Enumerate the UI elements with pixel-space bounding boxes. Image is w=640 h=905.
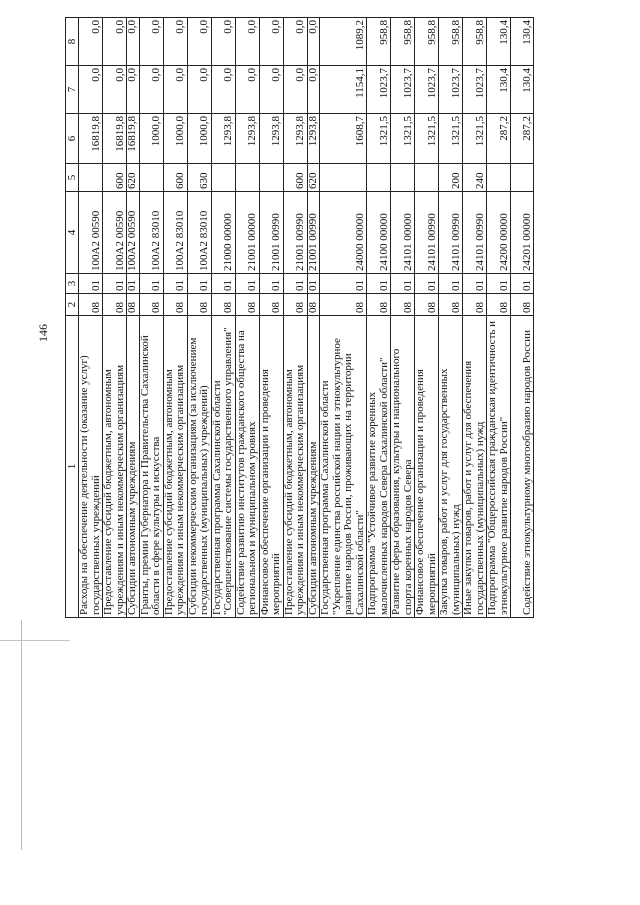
target-article-cell: 100А2 00590 [103, 192, 127, 274]
amount-cell: 1293,8 [259, 114, 283, 164]
table-row [307, 18, 320, 618]
amount-cell: 130,4 [511, 18, 534, 66]
section-code-cell: 08 [463, 294, 487, 316]
amount-cell: 1321,5 [463, 114, 487, 164]
expense-type-cell [139, 164, 163, 192]
subsection-code-cell: 01 [415, 274, 439, 294]
target-article-cell: 100А2 83010 [187, 192, 211, 274]
subsection-code-cell: 01 [163, 274, 187, 294]
amount-cell: 1000,0 [139, 114, 163, 164]
column-header: 6 [66, 114, 79, 164]
target-article-cell: 24101 00990 [463, 192, 487, 274]
subsection-code-cell: 01 [79, 274, 103, 294]
page-number: 146 [36, 324, 50, 342]
subsection-code-cell: 01 [259, 274, 283, 294]
amount-cell: 16819,8 [127, 114, 140, 164]
row-name-cell: Финансовое обеспечение организации и проведения мероприятий [259, 316, 283, 618]
amount-cell: 0,0 [283, 66, 307, 114]
amount-cell: 1321,5 [415, 114, 439, 164]
subsection-code-cell: 01 [307, 274, 320, 294]
table-row [439, 18, 463, 618]
expense-type-cell [235, 164, 259, 192]
table-row [79, 18, 103, 618]
subsection-code-cell: 01 [211, 274, 235, 294]
amount-cell: 0,0 [163, 18, 187, 66]
table-row [463, 18, 487, 618]
section-code-cell: 08 [283, 294, 307, 316]
subsection-code-cell: 01 [283, 274, 307, 294]
table-row [259, 18, 283, 618]
amount-cell: 16819,8 [103, 114, 127, 164]
target-article-cell: 21001 00990 [259, 192, 283, 274]
amount-cell: 0,0 [307, 18, 320, 66]
amount-cell: 0,0 [187, 18, 211, 66]
row-name-cell: Гранты, премии Губернатора и Правительства Сахалинской области в сфере культуры и искусства [139, 316, 163, 618]
amount-cell: 1089,2 [320, 18, 367, 66]
amount-cell: 958,8 [367, 18, 391, 66]
table-row [283, 18, 307, 618]
target-article-cell: 21001 00990 [307, 192, 320, 274]
column-header: 7 [66, 66, 79, 114]
column-header: 4 [66, 192, 79, 274]
subsection-code-cell: 01 [367, 274, 391, 294]
table-row [187, 18, 211, 618]
section-code-cell: 08 [259, 294, 283, 316]
table-row [139, 18, 163, 618]
row-name-cell: Предоставление субсидий бюджетным, автономным учреждениям и иным некоммерческим организациям [103, 316, 127, 618]
subsection-code-cell: 01 [463, 274, 487, 294]
expense-type-cell [367, 164, 391, 192]
amount-cell: 0,0 [235, 66, 259, 114]
amount-cell: 287,2 [511, 114, 534, 164]
amount-cell: 0,0 [259, 66, 283, 114]
subsection-code-cell: 01 [511, 274, 534, 294]
subsection-code-cell: 01 [235, 274, 259, 294]
amount-cell: 130,4 [487, 18, 511, 66]
expense-type-cell: 600 [103, 164, 127, 192]
row-name-cell: Подпрограмма "Общероссийская гражданская идентичность и этнокультурное развитие народов России" [487, 316, 511, 618]
amount-cell: 0,0 [127, 66, 140, 114]
row-name-cell: Подпрограмма "Устойчивое развитие коренных малочисленных народов Севера Сахалинской области" [367, 316, 391, 618]
row-name-cell: Субсидии автономным учреждениям [127, 316, 140, 618]
amount-cell: 1293,8 [211, 114, 235, 164]
table-row [235, 18, 259, 618]
row-name-cell: Финансовое обеспечение организации и проведения мероприятий [415, 316, 439, 618]
target-article-cell: 100А2 83010 [139, 192, 163, 274]
expense-type-cell: 240 [463, 164, 487, 192]
amount-cell: 1023,7 [439, 66, 463, 114]
expense-type-cell [211, 164, 235, 192]
amount-cell: 0,0 [283, 18, 307, 66]
amount-cell: 1000,0 [187, 114, 211, 164]
table-row [211, 18, 235, 618]
section-code-cell: 08 [163, 294, 187, 316]
amount-cell: 0,0 [211, 66, 235, 114]
target-article-cell: 24101 00990 [415, 192, 439, 274]
expense-type-cell: 600 [163, 164, 187, 192]
scan-edge-line [0, 640, 70, 641]
section-code-cell: 08 [367, 294, 391, 316]
amount-cell: 1293,8 [307, 114, 320, 164]
amount-cell: 958,8 [439, 18, 463, 66]
amount-cell: 1293,8 [283, 114, 307, 164]
row-name-cell: Субсидии автономным учреждениям [307, 316, 320, 618]
row-name-cell: Содействие развитию институтов гражданского общества на региональном и муниципальном уровнях [235, 316, 259, 618]
row-name-cell: Государственная программа Сахалинской области "Совершенствование системы государственного управления" [211, 316, 235, 618]
section-code-cell: 08 [439, 294, 463, 316]
amount-cell: 0,0 [127, 18, 140, 66]
subsection-code-cell: 01 [139, 274, 163, 294]
amount-cell: 130,4 [511, 66, 534, 114]
section-code-cell: 08 [487, 294, 511, 316]
row-name-cell: Содействие этнокультурному многообразию народов России [511, 316, 534, 618]
row-name-cell: Закупка товаров, работ и услуг для государственных (муниципальных) нужд [439, 316, 463, 618]
column-header: 2 [66, 294, 79, 316]
column-header: 8 [66, 18, 79, 66]
section-code-cell: 08 [79, 294, 103, 316]
amount-cell: 130,4 [487, 66, 511, 114]
header-row [66, 18, 79, 618]
amount-cell: 958,8 [415, 18, 439, 66]
section-code-cell: 08 [391, 294, 415, 316]
amount-cell: 1023,7 [415, 66, 439, 114]
row-name-cell: Развитие сферы образования, культуры и национального спорта коренных народов Севера [391, 316, 415, 618]
amount-cell: 0,0 [103, 66, 127, 114]
target-article-cell: 21000 00000 [211, 192, 235, 274]
amount-cell: 0,0 [211, 18, 235, 66]
expense-type-cell [415, 164, 439, 192]
row-name-cell: Предоставление субсидий бюджетным, автономным учреждениям и иным некоммерческим организациям [283, 316, 307, 618]
amount-cell: 1321,5 [391, 114, 415, 164]
target-article-cell: 24101 00000 [391, 192, 415, 274]
target-article-cell: 24201 00000 [511, 192, 534, 274]
amount-cell: 0,0 [139, 66, 163, 114]
amount-cell: 0,0 [103, 18, 127, 66]
table-row [511, 18, 534, 618]
expense-type-cell [320, 164, 367, 192]
amount-cell: 958,8 [391, 18, 415, 66]
subsection-code-cell: 01 [487, 274, 511, 294]
section-code-cell: 08 [511, 294, 534, 316]
target-article-cell: 21001 00990 [283, 192, 307, 274]
expense-type-cell [391, 164, 415, 192]
target-article-cell: 100А2 00590 [79, 192, 103, 274]
expense-type-cell [79, 164, 103, 192]
target-article-cell: 24100 00000 [367, 192, 391, 274]
amount-cell: 958,8 [463, 18, 487, 66]
row-name-cell: Субсидии некоммерческим организациям (за исключением государственных (муниципальных) учреждений) [187, 316, 211, 618]
target-article-cell: 24101 00990 [439, 192, 463, 274]
amount-cell: 1023,7 [391, 66, 415, 114]
table-row [391, 18, 415, 618]
amount-cell: 287,2 [487, 114, 511, 164]
target-article-cell: 24000 00000 [320, 192, 367, 274]
row-name-cell: Иные закупки товаров, работ и услуг для обеспечения государственных (муниципальных) нужд [463, 316, 487, 618]
amount-cell: 0,0 [307, 66, 320, 114]
table-row [415, 18, 439, 618]
target-article-cell: 100А2 00590 [127, 192, 140, 274]
expense-type-cell [487, 164, 511, 192]
table-row [127, 18, 140, 618]
amount-cell: 0,0 [259, 18, 283, 66]
section-code-cell: 08 [320, 294, 367, 316]
column-header: 3 [66, 274, 79, 294]
table-row [163, 18, 187, 618]
amount-cell: 1321,5 [439, 114, 463, 164]
amount-cell: 0,0 [79, 18, 103, 66]
table-row [103, 18, 127, 618]
section-code-cell: 08 [187, 294, 211, 316]
amount-cell: 1293,8 [235, 114, 259, 164]
column-header: 5 [66, 164, 79, 192]
amount-cell: 0,0 [235, 18, 259, 66]
subsection-code-cell: 01 [320, 274, 367, 294]
table-row [320, 18, 367, 618]
section-code-cell: 08 [307, 294, 320, 316]
subsection-code-cell: 01 [439, 274, 463, 294]
amount-cell: 1154,1 [320, 66, 367, 114]
scan-edge-line [21, 620, 22, 850]
subsection-code-cell: 01 [391, 274, 415, 294]
amount-cell: 1608,7 [320, 114, 367, 164]
amount-cell: 0,0 [187, 66, 211, 114]
amount-cell: 0,0 [139, 18, 163, 66]
amount-cell: 1023,7 [463, 66, 487, 114]
section-code-cell: 08 [235, 294, 259, 316]
expense-type-cell: 200 [439, 164, 463, 192]
amount-cell: 0,0 [163, 66, 187, 114]
table-row [367, 18, 391, 618]
section-code-cell: 08 [103, 294, 127, 316]
section-code-cell: 08 [211, 294, 235, 316]
expense-type-cell: 600 [283, 164, 307, 192]
target-article-cell: 24200 00000 [487, 192, 511, 274]
expense-type-cell [511, 164, 534, 192]
column-header: 1 [66, 316, 79, 618]
row-name-cell: Расходы на обеспечение деятельности (оказание услуг) государственных учреждений [79, 316, 103, 618]
table-row [487, 18, 511, 618]
section-code-cell: 08 [139, 294, 163, 316]
row-name-cell: Предоставление субсидий бюджетным, автономным учреждениям и иным некоммерческим организациям [163, 316, 187, 618]
subsection-code-cell: 01 [127, 274, 140, 294]
rotated-page [36, 18, 615, 618]
expense-type-cell: 620 [127, 164, 140, 192]
expense-type-cell: 630 [187, 164, 211, 192]
expense-type-cell: 620 [307, 164, 320, 192]
amount-cell: 0,0 [79, 66, 103, 114]
subsection-code-cell: 01 [187, 274, 211, 294]
section-code-cell: 08 [415, 294, 439, 316]
target-article-cell: 21001 00000 [235, 192, 259, 274]
amount-cell: 1023,7 [367, 66, 391, 114]
target-article-cell: 100А2 83010 [163, 192, 187, 274]
amount-cell: 1000,0 [163, 114, 187, 164]
budget-table [65, 17, 534, 618]
subsection-code-cell: 01 [103, 274, 127, 294]
section-code-cell: 08 [127, 294, 140, 316]
expense-type-cell [259, 164, 283, 192]
amount-cell: 1321,5 [367, 114, 391, 164]
amount-cell: 16819,8 [79, 114, 103, 164]
row-name-cell: Государственная программа Сахалинской области "Укрепление единства российской нации и этнокультурное развитие народов России, проживающих на территории Сахалинской области" [320, 316, 367, 618]
